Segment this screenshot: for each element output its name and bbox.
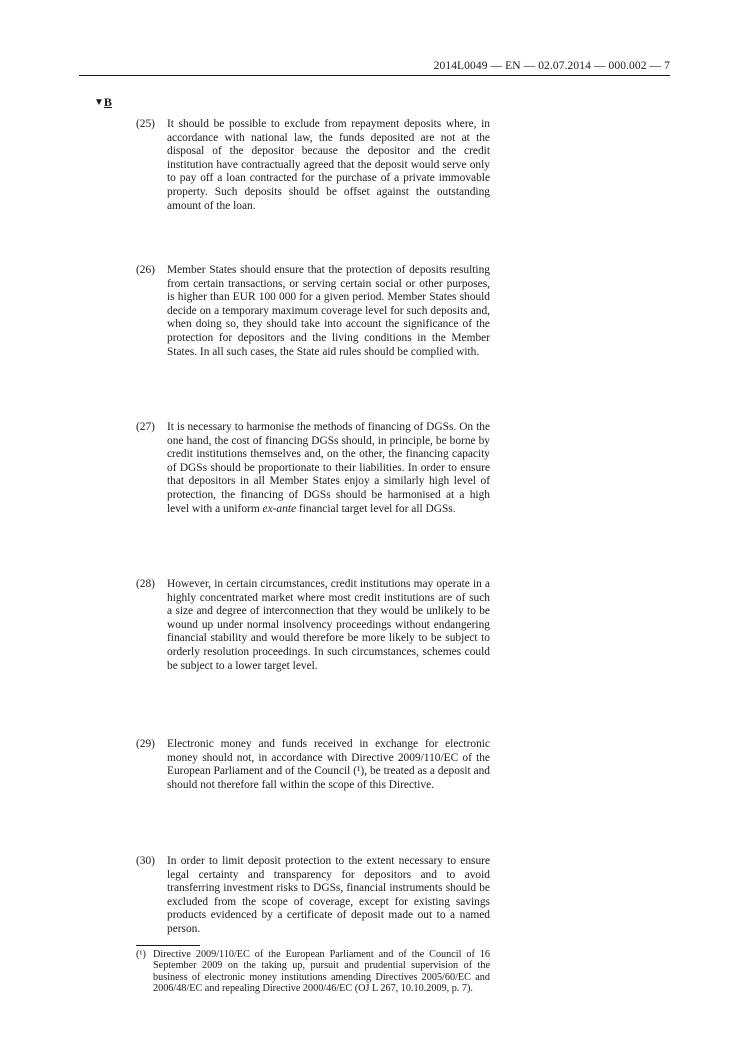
footnote-text: Directive 2009/110/EC of the European Parliament and of the Council of 16 September 2009 on the taking up, pursuit and prudential supervision of the business of electronic money institutions amending Directives 2005/60/EC and 2006/48/EC and repealing Directive 2000/46/EC (OJ L 267, 10.10.2009, p. 7).: [153, 949, 490, 995]
recital-26: [136, 264, 490, 359]
recital-number: (26): [136, 264, 155, 276]
italic-term: ex-ante: [262, 502, 297, 515]
amendment-marker-letter: B: [103, 95, 112, 109]
recital-text: [167, 421, 490, 516]
recital-number: (29): [136, 738, 155, 750]
triangle-down-icon: ▼: [94, 97, 104, 108]
recital-text: It should be possible to exclude from repayment deposits where, in accordance with national law, the funds deposited are not at the disposal of the depositor because the depositor and the credit institution have contractually agreed that the deposit would serve only to pay off a loan contracted for the purchase of a private immovable property. Such deposits should be offset against the outstanding amount of the loan.: [167, 118, 490, 212]
recital-text: In order to limit deposit protection to the extent necessary to ensure legal certainty and transparency for depositors and to avoid transferring investment risks to DGSs, financial instruments should be excluded from the scope of coverage, except for existing savings products evidenced by a certificate of deposit made out to a named person.: [167, 855, 490, 935]
document-reference: 2014L0049 — EN — 02.07.2014 — 000.002 — 7: [433, 60, 670, 72]
header-divider: [79, 75, 670, 76]
recital-text: Member States should ensure that the protection of deposits resulting from certain transactions, or serving certain social or other purposes, is higher than EUR 100 000 for a given period. Member States should decide on a temporary maximum coverage level for such deposits and, when doing so, they should take into account the significance of the protection for depositors and the living conditions in the Member States. In all such cases, the State aid rules should be complied with.: [167, 264, 490, 358]
recital-25: [136, 118, 490, 213]
footnote-marker: (¹): [136, 949, 146, 960]
recital-number: (30): [136, 855, 155, 867]
footnote-divider: [136, 945, 200, 946]
recital-number: (25): [136, 118, 155, 130]
recital-text: However, in certain circumstances, credit institutions may operate in a highly concentrated market where most credit institutions are of such a size and degree of interconnection that they would be unlikely to be wound up under normal insolvency proceedings without endangering financial stability and would therefore be more likely to be subject to orderly resolution proceedings. In such circumstances, schemes could be subject to a lower target level.: [167, 578, 490, 672]
recital-number: (28): [136, 578, 155, 590]
recital-text-part: financial target level for all DGSs.: [296, 502, 456, 515]
recital-text: Electronic money and funds received in exchange for electronic money should not, in accordance with Directive 2009/110/EC of the European Parliament and of the Council (¹), be treated as a deposit and should not therefore fall within the scope of this Directive.: [167, 738, 490, 791]
recital-text-part: It is necessary to harmonise the methods of financing of DGSs. On the one hand, the cost of financing DGSs should, in principle, be borne by credit institutions themselves and, on the other, the financing capacity of DGSs should be proportionate to their liabilities. In order to ensure that depositors in all Member States enjoy a similarly high level of protection, the financing of DGSs should be harmonised at a high level with a uniform: [167, 421, 490, 515]
amendment-marker: [94, 95, 112, 110]
footnote: [136, 949, 490, 995]
recital-27: [136, 421, 490, 516]
recital-29: [136, 738, 490, 792]
recital-28: [136, 578, 490, 673]
recital-30: [136, 855, 490, 937]
recital-number: (27): [136, 421, 155, 433]
